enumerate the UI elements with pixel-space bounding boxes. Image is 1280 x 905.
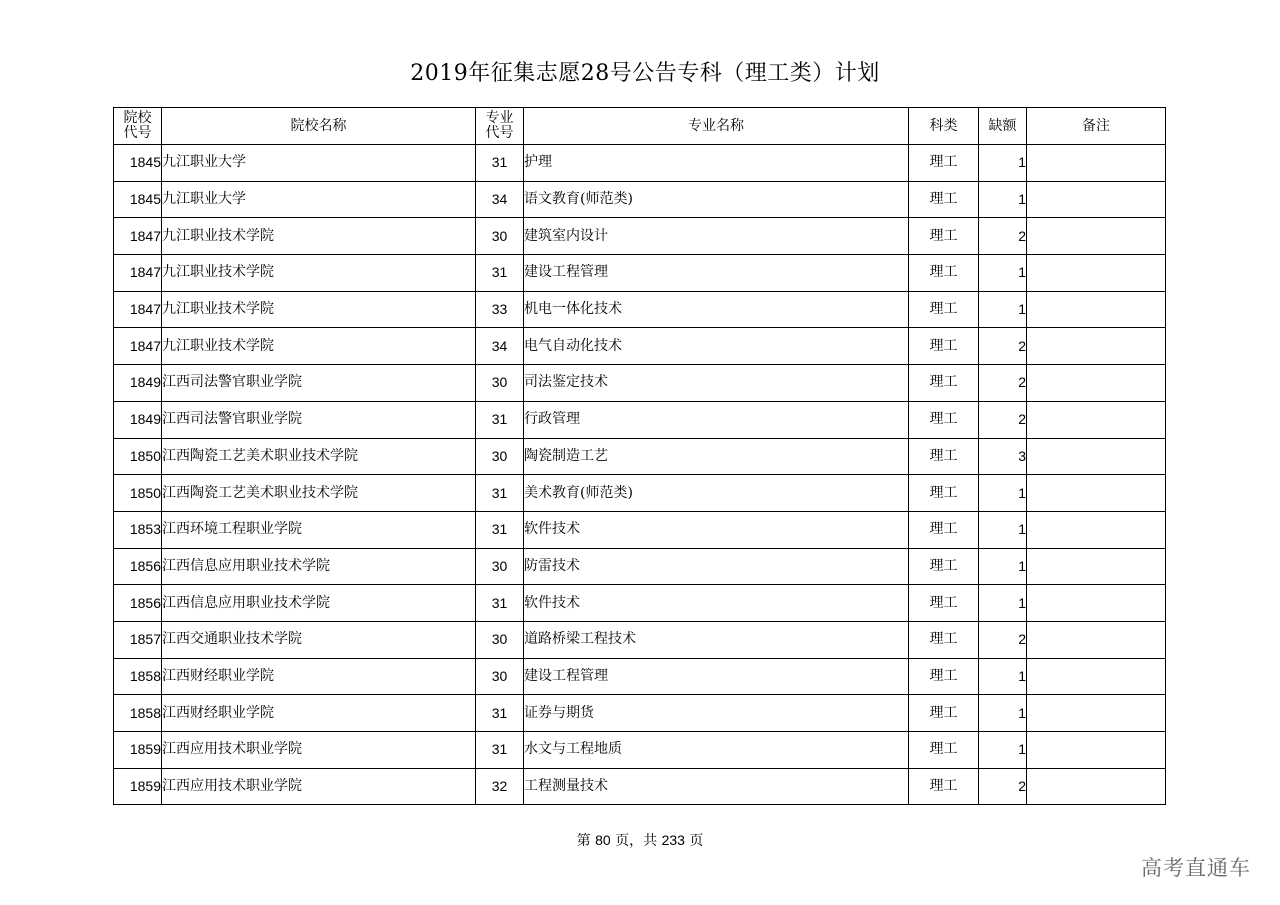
- remarks-cell: [1027, 255, 1166, 292]
- remarks-cell: [1027, 511, 1166, 548]
- table-row: [114, 732, 1166, 769]
- major-code-cell: 30: [476, 658, 524, 695]
- school-code-cell: 1847: [114, 291, 162, 328]
- footer-page-number: 80: [595, 832, 611, 848]
- school-code-cell: 1845: [114, 181, 162, 218]
- table-row: [114, 365, 1166, 402]
- header-school-name: 院校名称: [162, 108, 476, 145]
- school-name-cell: 江西陶瓷工艺美术职业技术学院: [162, 438, 476, 475]
- remarks-cell: [1027, 732, 1166, 769]
- quota-cell: 2: [979, 328, 1027, 365]
- school-name-cell: 九江职业技术学院: [162, 218, 476, 255]
- category-cell: 理工: [909, 218, 979, 255]
- category-cell: 理工: [909, 365, 979, 402]
- school-code-cell: 1859: [114, 732, 162, 769]
- major-name-cell: 司法鉴定技术: [524, 365, 909, 402]
- major-name-cell: 美术教育(师范类): [524, 475, 909, 512]
- major-name-cell: 建筑室内设计: [524, 218, 909, 255]
- major-code-cell: 33: [476, 291, 524, 328]
- remarks-cell: [1027, 401, 1166, 438]
- table-row: [114, 658, 1166, 695]
- quota-cell: 1: [979, 695, 1027, 732]
- school-name-cell: 江西信息应用职业技术学院: [162, 585, 476, 622]
- school-code-cell: 1849: [114, 401, 162, 438]
- major-name-cell: 建设工程管理: [524, 255, 909, 292]
- remarks-cell: [1027, 145, 1166, 182]
- major-name-cell: 电气自动化技术: [524, 328, 909, 365]
- remarks-cell: [1027, 291, 1166, 328]
- school-code-cell: 1847: [114, 255, 162, 292]
- school-name-cell: 江西财经职业学院: [162, 695, 476, 732]
- school-name-cell: 江西陶瓷工艺美术职业技术学院: [162, 475, 476, 512]
- remarks-cell: [1027, 548, 1166, 585]
- major-name-cell: 机电一体化技术: [524, 291, 909, 328]
- major-name-cell: 水文与工程地质: [524, 732, 909, 769]
- header-school-code-label: 院校代号: [123, 110, 152, 141]
- major-name-cell: 护理: [524, 145, 909, 182]
- school-name-cell: 九江职业大学: [162, 181, 476, 218]
- category-cell: 理工: [909, 475, 979, 512]
- table-row: [114, 218, 1166, 255]
- table-row: [114, 401, 1166, 438]
- major-name-cell: 语文教育(师范类): [524, 181, 909, 218]
- major-name-cell: 防雷技术: [524, 548, 909, 585]
- school-code-cell: 1849: [114, 365, 162, 402]
- category-cell: 理工: [909, 181, 979, 218]
- quota-cell: 1: [979, 475, 1027, 512]
- table-row: [114, 181, 1166, 218]
- category-cell: 理工: [909, 401, 979, 438]
- header-major-code-label: 专业代号: [485, 110, 514, 141]
- table-row: [114, 768, 1166, 805]
- school-name-cell: 江西信息应用职业技术学院: [162, 548, 476, 585]
- remarks-cell: [1027, 621, 1166, 658]
- major-name-cell: 证券与期货: [524, 695, 909, 732]
- quota-cell: 1: [979, 255, 1027, 292]
- major-code-cell: 34: [476, 181, 524, 218]
- page-footer: [0, 830, 1280, 850]
- header-quota: 缺额: [979, 108, 1027, 145]
- category-cell: 理工: [909, 658, 979, 695]
- table-row: [114, 585, 1166, 622]
- school-name-cell: 江西财经职业学院: [162, 658, 476, 695]
- watermark-text: 高考直通车: [1141, 856, 1251, 880]
- major-code-cell: 30: [476, 218, 524, 255]
- quota-cell: 1: [979, 585, 1027, 622]
- school-name-cell: 江西应用技术职业学院: [162, 768, 476, 805]
- quota-cell: 2: [979, 768, 1027, 805]
- major-code-cell: 30: [476, 621, 524, 658]
- category-cell: 理工: [909, 291, 979, 328]
- school-name-cell: 九江职业技术学院: [162, 255, 476, 292]
- school-name-cell: 江西司法警官职业学院: [162, 401, 476, 438]
- school-name-cell: 江西应用技术职业学院: [162, 732, 476, 769]
- quota-cell: 2: [979, 401, 1027, 438]
- major-name-cell: 软件技术: [524, 511, 909, 548]
- major-code-cell: 30: [476, 548, 524, 585]
- quota-cell: 1: [979, 658, 1027, 695]
- category-cell: 理工: [909, 548, 979, 585]
- table-row: [114, 328, 1166, 365]
- quota-cell: 1: [979, 181, 1027, 218]
- remarks-cell: [1027, 475, 1166, 512]
- header-school-code: [114, 108, 162, 145]
- major-code-cell: 34: [476, 328, 524, 365]
- remarks-cell: [1027, 695, 1166, 732]
- table-row: [114, 291, 1166, 328]
- remarks-cell: [1027, 328, 1166, 365]
- table-row: [114, 255, 1166, 292]
- remarks-cell: [1027, 218, 1166, 255]
- major-code-cell: 30: [476, 438, 524, 475]
- quota-cell: 1: [979, 732, 1027, 769]
- remarks-cell: [1027, 768, 1166, 805]
- quota-cell: 1: [979, 291, 1027, 328]
- school-code-cell: 1856: [114, 585, 162, 622]
- category-cell: 理工: [909, 328, 979, 365]
- major-code-cell: 31: [476, 511, 524, 548]
- category-cell: 理工: [909, 621, 979, 658]
- footer-middle: 页，共: [610, 833, 662, 849]
- school-code-cell: 1853: [114, 511, 162, 548]
- school-code-cell: 1850: [114, 438, 162, 475]
- page-title: 2019年征集志愿28号公告专科（理工类）计划: [410, 61, 880, 86]
- remarks-cell: [1027, 365, 1166, 402]
- remarks-cell: [1027, 438, 1166, 475]
- school-code-cell: 1856: [114, 548, 162, 585]
- major-code-cell: 30: [476, 365, 524, 402]
- remarks-cell: [1027, 658, 1166, 695]
- school-name-cell: 江西司法警官职业学院: [162, 365, 476, 402]
- major-code-cell: 31: [476, 585, 524, 622]
- header-category: 科类: [909, 108, 979, 145]
- table-row: [114, 475, 1166, 512]
- category-cell: 理工: [909, 438, 979, 475]
- quota-cell: 2: [979, 621, 1027, 658]
- table-row: [114, 621, 1166, 658]
- major-code-cell: 31: [476, 732, 524, 769]
- school-code-cell: 1857: [114, 621, 162, 658]
- major-code-cell: 31: [476, 695, 524, 732]
- major-code-cell: 31: [476, 145, 524, 182]
- quota-cell: 2: [979, 218, 1027, 255]
- major-name-cell: 软件技术: [524, 585, 909, 622]
- school-name-cell: 九江职业大学: [162, 145, 476, 182]
- school-code-cell: 1847: [114, 218, 162, 255]
- school-name-cell: 江西环境工程职业学院: [162, 511, 476, 548]
- header-major-name: 专业名称: [524, 108, 909, 145]
- school-name-cell: 九江职业技术学院: [162, 291, 476, 328]
- category-cell: 理工: [909, 585, 979, 622]
- category-cell: 理工: [909, 768, 979, 805]
- major-code-cell: 32: [476, 768, 524, 805]
- table-header-row: [114, 108, 1166, 145]
- category-cell: 理工: [909, 511, 979, 548]
- quota-cell: 1: [979, 145, 1027, 182]
- quota-cell: 3: [979, 438, 1027, 475]
- category-cell: 理工: [909, 255, 979, 292]
- school-code-cell: 1847: [114, 328, 162, 365]
- major-code-cell: 31: [476, 401, 524, 438]
- major-name-cell: 工程测量技术: [524, 768, 909, 805]
- plan-table: [113, 107, 1166, 805]
- table-body: [114, 145, 1166, 805]
- table-row: [114, 438, 1166, 475]
- school-code-cell: 1858: [114, 695, 162, 732]
- table-row: [114, 145, 1166, 182]
- school-code-cell: 1858: [114, 658, 162, 695]
- school-code-cell: 1859: [114, 768, 162, 805]
- major-name-cell: 行政管理: [524, 401, 909, 438]
- table-row: [114, 695, 1166, 732]
- major-code-cell: 31: [476, 255, 524, 292]
- table-row: [114, 548, 1166, 585]
- school-name-cell: 江西交通职业技术学院: [162, 621, 476, 658]
- header-remarks: 备注: [1027, 108, 1166, 145]
- major-name-cell: 陶瓷制造工艺: [524, 438, 909, 475]
- remarks-cell: [1027, 585, 1166, 622]
- footer-total-pages: 233: [661, 832, 685, 848]
- school-code-cell: 1845: [114, 145, 162, 182]
- header-major-code: [476, 108, 524, 145]
- major-name-cell: 道路桥梁工程技术: [524, 621, 909, 658]
- school-name-cell: 九江职业技术学院: [162, 328, 476, 365]
- footer-suffix: 页: [684, 833, 704, 849]
- table-row: [114, 511, 1166, 548]
- quota-cell: 1: [979, 511, 1027, 548]
- category-cell: 理工: [909, 695, 979, 732]
- category-cell: 理工: [909, 732, 979, 769]
- quota-cell: 1: [979, 548, 1027, 585]
- quota-cell: 2: [979, 365, 1027, 402]
- major-code-cell: 31: [476, 475, 524, 512]
- major-name-cell: 建设工程管理: [524, 658, 909, 695]
- remarks-cell: [1027, 181, 1166, 218]
- footer-prefix: 第: [576, 833, 596, 849]
- category-cell: 理工: [909, 145, 979, 182]
- school-code-cell: 1850: [114, 475, 162, 512]
